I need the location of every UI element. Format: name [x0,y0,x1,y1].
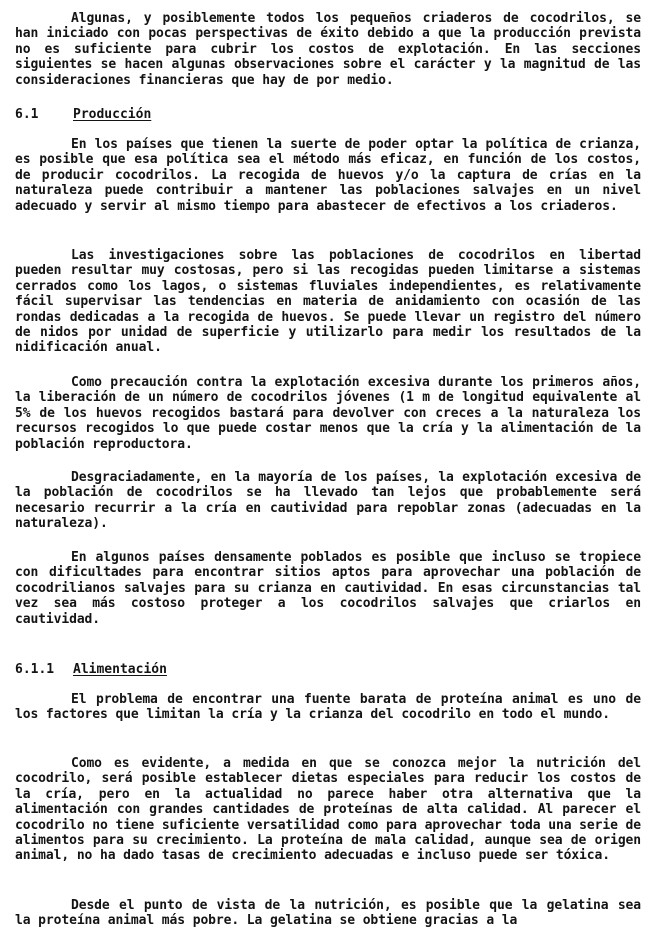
section-number: 6.1 [15,107,39,122]
paragraph-precaucion: Como precaución contra la explotación excesiva durante los primeros años, la liberación de un número de cocodrilos jóvenes (1 m de longitud equivalente al 5% de los huevos recogidos bastará para devolver con creces a la naturaleza los recursos recogidos lo que puede costar menos que la cría y la alimentación de la población reproductora. [15,375,641,452]
intro-paragraph: Algunas, y posiblemente todos los pequeños criaderos de cocodrilos, se han iniciado con pocas perspectivas de éxito debido a que la producción prevista no es suficiente para cubrir los costos de explotación. En las secciones siguientes se hacen algunas observaciones sobre el carácter y la magnitud de las consideraciones financieras que hay de por medio. [15,11,641,88]
section-heading-6-1-1 [15,662,167,677]
section-number: 6.1.1 [15,662,55,677]
paragraph-desgraciadamente: Desgraciadamente, en la mayoría de los países, la explotación excesiva de la población de cocodrilos se ha llevado tan lejos que probablemente será necesario recurrir a la cría en cautividad para repoblar zonas (adecuadas en la naturaleza). [15,470,641,532]
section-title: Alimentación [73,662,167,677]
paragraph-crianza: En los países que tienen la suerte de poder optar la política de crianza, es posible que esa política sea el método más eficaz, en función de los costos, de producir cocodrilos. La recogida de huevos y/o la captura de crías en la naturaleza puede contribuir a mantener las poblaciones salvajes en un nivel adecuado y servir al mismo tiempo para abastecer de efectivos a los criaderos. [15,137,641,214]
section-title: Producción [73,107,152,122]
paragraph-paises-poblados: En algunos países densamente poblados es posible que incluso se tropiece con dificultades para encontrar sitios aptos para aprovechar una población de cocodrilianos salvajes para su crianza en cautividad. En esas circunstancias tal vez sea más costoso proteger a los cocodrilos salvajes que criarlos en cautividad. [15,550,641,627]
paragraph-investigaciones: Las investigaciones sobre las poblaciones de cocodrilos en libertad pueden resultar muy costosas, pero si las recogidas pueden limitarse a sistemas cerrados como los lagos, o sistemas fluviales independientes, es relativamente fácil supervisar las tendencias en materia de anidamiento con ocasión de las rondas dedicadas a la recogida de huevos. Se puede llevar un registro del número de nidos por unidad de superficie y utilizarlo para medir los resultados de la nidificación anual. [15,248,641,356]
paragraph-nutricion: Como es evidente, a medida en que se conozca mejor la nutrición del cocodrilo, será posible establecer dietas especiales para reducir los costos de la cría, pero en la actualidad no parece haber otra alternativa que la alimentación con grandes cantidades de proteínas de alta calidad. Al parecer el cocodrilo no tiene suficiente versatilidad como para aprovechar toda una serie de alimentos para su crecimiento. La proteína de mala calidad, aunque sea de origen animal, no ha dado tasas de crecimiento adecuadas e incluso puede ser tóxica. [15,756,641,864]
paragraph-proteina: El problema de encontrar una fuente barata de proteína animal es uno de los factores que limitan la cría y la crianza del cocodrilo en todo el mundo. [15,692,641,723]
paragraph-gelatina: Desde el punto de vista de la nutrición, es posible que la gelatina sea la proteína animal más pobre. La gelatina se obtiene gracias a la [15,898,641,929]
section-heading-6-1 [15,107,151,122]
